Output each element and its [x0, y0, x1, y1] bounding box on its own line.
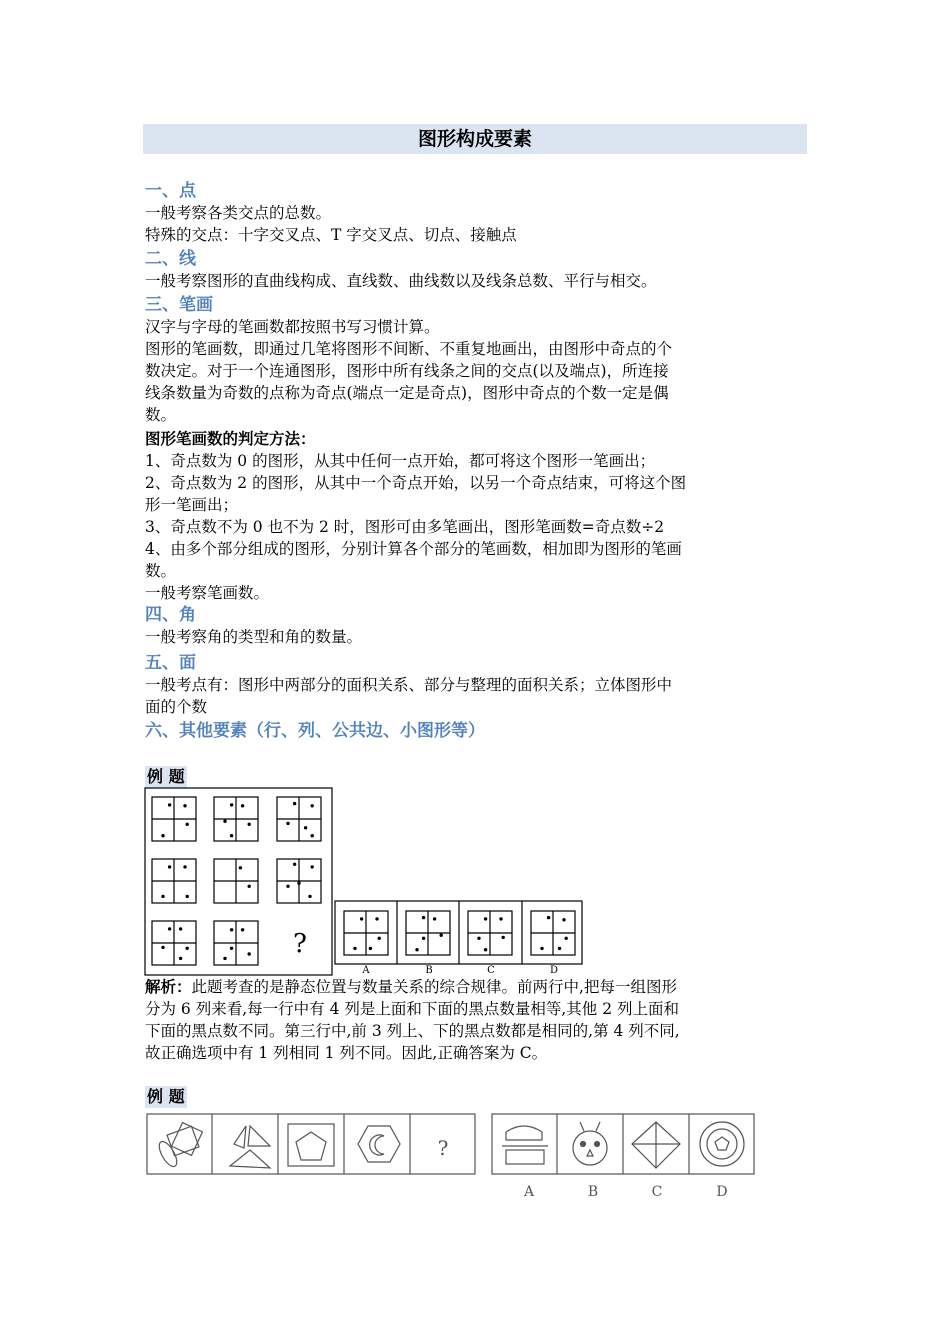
dot: [241, 804, 244, 807]
section-text: 2、奇点数为 2 的图形，从其中一个奇点开始，以另一个奇点结束，可将这个图: [145, 474, 687, 492]
question-mark: ?: [293, 929, 307, 959]
dot: [433, 917, 436, 920]
dot: [168, 803, 171, 806]
example1-figure: [144, 787, 586, 977]
section-text: 一般考察图形的直曲线构成、直线数、曲线数以及线条总数、平行与相交。: [145, 272, 657, 290]
dot: [375, 917, 378, 920]
option-label-a: A: [523, 1184, 535, 1200]
dot: [168, 927, 171, 930]
dot: [484, 948, 487, 951]
dot: [248, 885, 251, 888]
option-label-c: C: [487, 965, 495, 976]
option-label-b: B: [425, 965, 433, 976]
section-text: 数决定。对于一个连通图形，图形中所有线条之间的交点(以及端点)，所连接: [145, 362, 669, 380]
section-text: 一般考察角的类型和角的数量。: [145, 628, 363, 646]
dot: [161, 895, 164, 898]
question-mark-2: ?: [437, 1136, 449, 1160]
dot: [304, 826, 307, 829]
analysis: 解析：此题考查的是静态位置与数量关系的综合规律。前两行中,把每一组图形 分为 6 列来看,每一行中有 4 列是上面和下面的黑点数量相等,其他 2 列上面和 下面的黑点数不同。第三行中,前 3 列上、下的黑点数都是相同的,第 4 列不同, 故正确选项中有 1 列相同 1 列不同。因此,正确答案为 C。: [145, 978, 680, 1062]
dot: [230, 803, 233, 806]
section-text: 1、奇点数为 0 的图形，从其中任何一点开始，都可将这个图形一笔画出；: [145, 452, 656, 470]
dot: [311, 865, 314, 868]
section-text: 4、由多个部分组成的图形，分别计算各个部分的笔画数，相加即为图形的笔画: [145, 540, 682, 558]
dot: [230, 834, 233, 837]
dot: [183, 804, 186, 807]
dot: [186, 947, 189, 950]
section-text: 汉字与字母的笔画数都按照书写习惯计算。: [145, 318, 440, 336]
section-heading-point: 一、点: [145, 181, 196, 201]
dot: [378, 937, 381, 940]
dot: [230, 928, 233, 931]
section-text: 一般考点有：图形中两部分的面积关系、部分与整理的面积关系；立体图形中: [145, 676, 673, 694]
section-heading-line: 二、线: [145, 249, 196, 269]
dot: [558, 947, 561, 950]
dot: [477, 937, 480, 940]
example2-figure: [146, 1110, 758, 1202]
dot: [183, 865, 186, 868]
dot: [484, 917, 487, 920]
option-label-c: C: [651, 1184, 663, 1200]
dot: [161, 946, 164, 949]
section-text: 形一笔画出；: [145, 496, 239, 514]
dot: [369, 947, 372, 950]
dot: [239, 866, 242, 869]
section-text: 数。: [145, 406, 177, 424]
dot: [562, 918, 565, 921]
dot: [179, 957, 182, 960]
dot: [297, 882, 300, 885]
dot: [311, 804, 314, 807]
page-title: 图形构成要素: [143, 124, 807, 154]
dot: [241, 928, 244, 931]
dot: [415, 948, 418, 951]
dot: [161, 834, 164, 837]
dot: [547, 916, 550, 919]
option-label-d: D: [716, 1184, 728, 1200]
section-heading-stroke: 三、笔画: [145, 295, 213, 315]
section-text: 线条数量为奇数的点称为奇点(端点一定是奇点)，图形中奇点的个数一定是偶: [145, 384, 669, 402]
dot: [293, 802, 296, 805]
dot: [230, 947, 233, 950]
section-text: 图形的笔画数，即通过几笔将图形不间断、不重复地画出，由图形中奇点的个: [145, 340, 673, 358]
dot: [286, 885, 289, 888]
dot: [311, 834, 314, 837]
dot: [499, 917, 502, 920]
dot: [502, 936, 505, 939]
option-label-a: A: [362, 965, 370, 976]
dot: [565, 937, 568, 940]
dot: [353, 947, 356, 950]
dot: [248, 823, 251, 826]
example-label: 例 题: [147, 767, 185, 786]
subheading-stroke-method: 图形笔画数的判定方法：: [145, 430, 316, 448]
section-heading-angle: 四、角: [145, 605, 196, 625]
dot: [422, 916, 425, 919]
option-label-b: B: [587, 1184, 599, 1200]
dot: [360, 917, 363, 920]
dot: [168, 865, 171, 868]
dot: [223, 957, 226, 960]
dot: [186, 823, 189, 826]
section-text: 数。: [145, 562, 177, 580]
dot: [440, 934, 443, 937]
dot: [308, 895, 311, 898]
section-heading-other: 六、其他要素（行、列、公共边、小图形等）: [145, 721, 485, 741]
dot: [540, 947, 543, 950]
dot: [286, 822, 289, 825]
dot: [422, 937, 425, 940]
dot: [293, 863, 296, 866]
dot: [179, 927, 182, 930]
option-label-d: D: [549, 965, 559, 976]
section-text: 一般考察笔画数。: [145, 584, 270, 602]
section-text: 面的个数: [145, 698, 208, 716]
analysis-label: 解析：: [145, 978, 192, 996]
example-label-2: 例 题: [147, 1087, 185, 1106]
dot: [186, 895, 189, 898]
section-text: 特殊的交点：十字交叉点、T 字交叉点、切点、接触点: [145, 226, 517, 244]
section-heading-face: 五、面: [145, 653, 196, 673]
dot: [248, 952, 251, 955]
section-text: 3、奇点数不为 0 也不为 2 时，图形可由多笔画出，图形笔画数=奇点数÷2: [145, 518, 665, 536]
dot: [223, 820, 226, 823]
section-text: 一般考察各类交点的总数。: [145, 204, 332, 222]
